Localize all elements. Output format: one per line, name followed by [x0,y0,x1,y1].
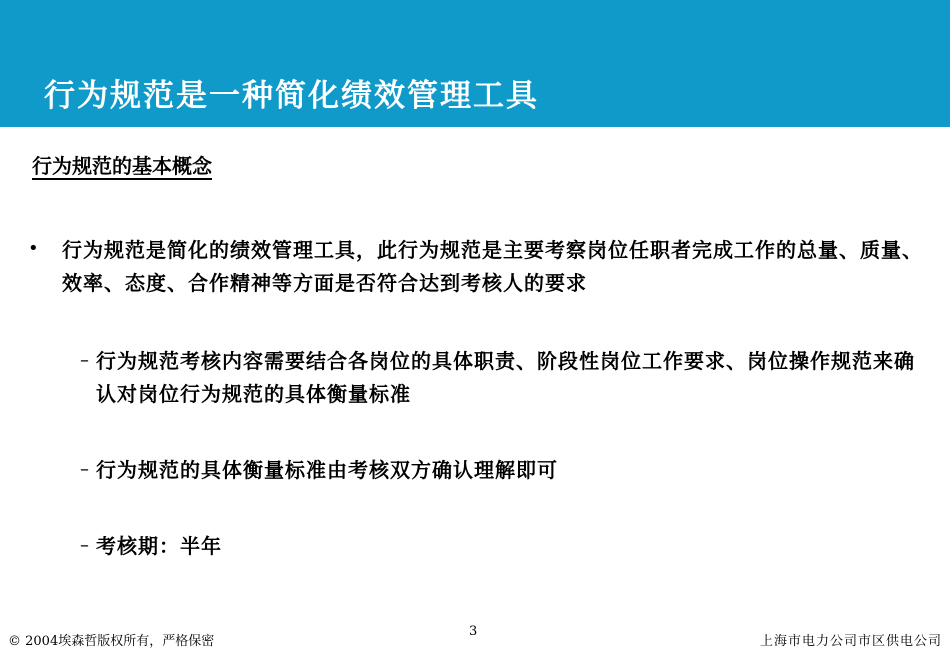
sub-item-text: 行为规范考核内容需要结合各岗位的具体职责、阶段性岗位工作要求、岗位操作规范来确认对岗位行为规范的具体衡量标准 [96,349,915,406]
sub-item-text: 考核期：半年 [96,534,222,558]
sub-item-text: 行为规范的具体衡量标准由考核双方确认理解即可 [96,458,558,482]
section-heading: 行为规范的基本概念 [32,154,212,178]
bullet-marker: • [28,238,39,259]
page-number: 3 [469,624,478,639]
sub-item-dash: – [80,535,89,556]
sub-item-dash: – [80,459,89,480]
bullet-text: 行为规范是简化的绩效管理工具，此行为规范是主要考察岗位任职者完成工作的总量、质量、效率、态度、合作精神等方面是否符合达到考核人的要求 [62,238,923,295]
slide-title: 行为规范是一种简化绩效管理工具 [44,78,539,114]
footer-organization: 上海市电力公司市区供电公司 [759,634,942,649]
sub-item-dash: – [80,350,89,371]
footer-copyright: © 2004埃森哲版权所有，严格保密 [8,634,215,649]
